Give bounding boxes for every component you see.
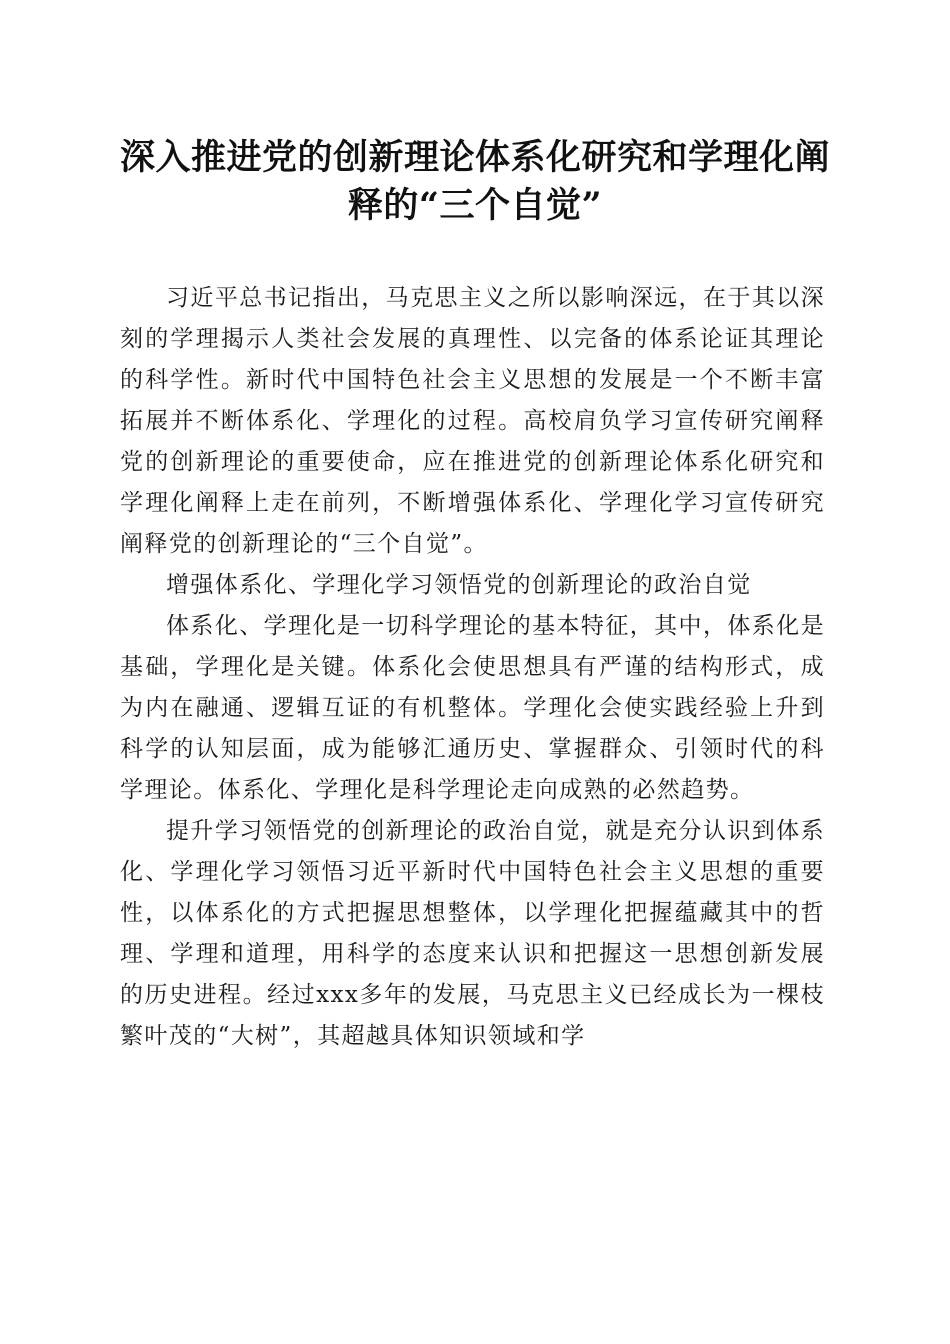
title-line-2: 释的“三个自觉” — [347, 185, 603, 226]
section-heading: 增强体系化、学理化学习领悟党的创新理论的政治自觉 — [166, 572, 752, 598]
title-line-1: 深入推进党的创新理论体系化研究和学理化阐 — [119, 137, 830, 178]
paragraph-intro: 习近平总书记指出，马克思主义之所以影响深远，在于其以深刻的学理揭示人类社会发展的真理性、以完备的体系论证其理论的科学性。新时代中国特色社会主义思想的发展是一个不断丰富拓展并不断体系化、学理化的过程。高校肩负学习宣传研究阐释党的创新理论的重要使命，应在推进党的创新理论体系化研究和学理化阐释上走在前列，不断增强体系化、学理化学习宣传研究阐释党的创新理论的“三个自觉”。 — [120, 285, 825, 557]
document-title — [110, 134, 840, 230]
paragraph-political-consciousness: 提升学习领悟党的创新理论的政治自觉，就是充分认识到体系化、学理化学习领悟习近平新时代中国特色社会主义思想的重要性，以体系化的方式把握思想整体，以学理化把握蕴藏其中的哲理、学理和道理，用科学的态度来认识和把握这一思想创新发展的历史进程。经过xxx多年的发展，马克思主义已经成长为一棵枝繁叶茂的“大树”，其超越具体知识领域和学 — [120, 818, 825, 1049]
document-body — [120, 278, 825, 1057]
paragraph-systematization: 体系化、学理化是一切科学理论的基本特征，其中，体系化是基础，学理化是关键。体系化会使思想具有严谨的结构形式，成为内在融通、逻辑互证的有机整体。学理化会使实践经验上升到科学的认知层面，成为能够汇通历史、掌握群众、引领时代的科学理论。体系化、学理化是科学理论走向成熟的必然趋势。 — [120, 613, 825, 803]
